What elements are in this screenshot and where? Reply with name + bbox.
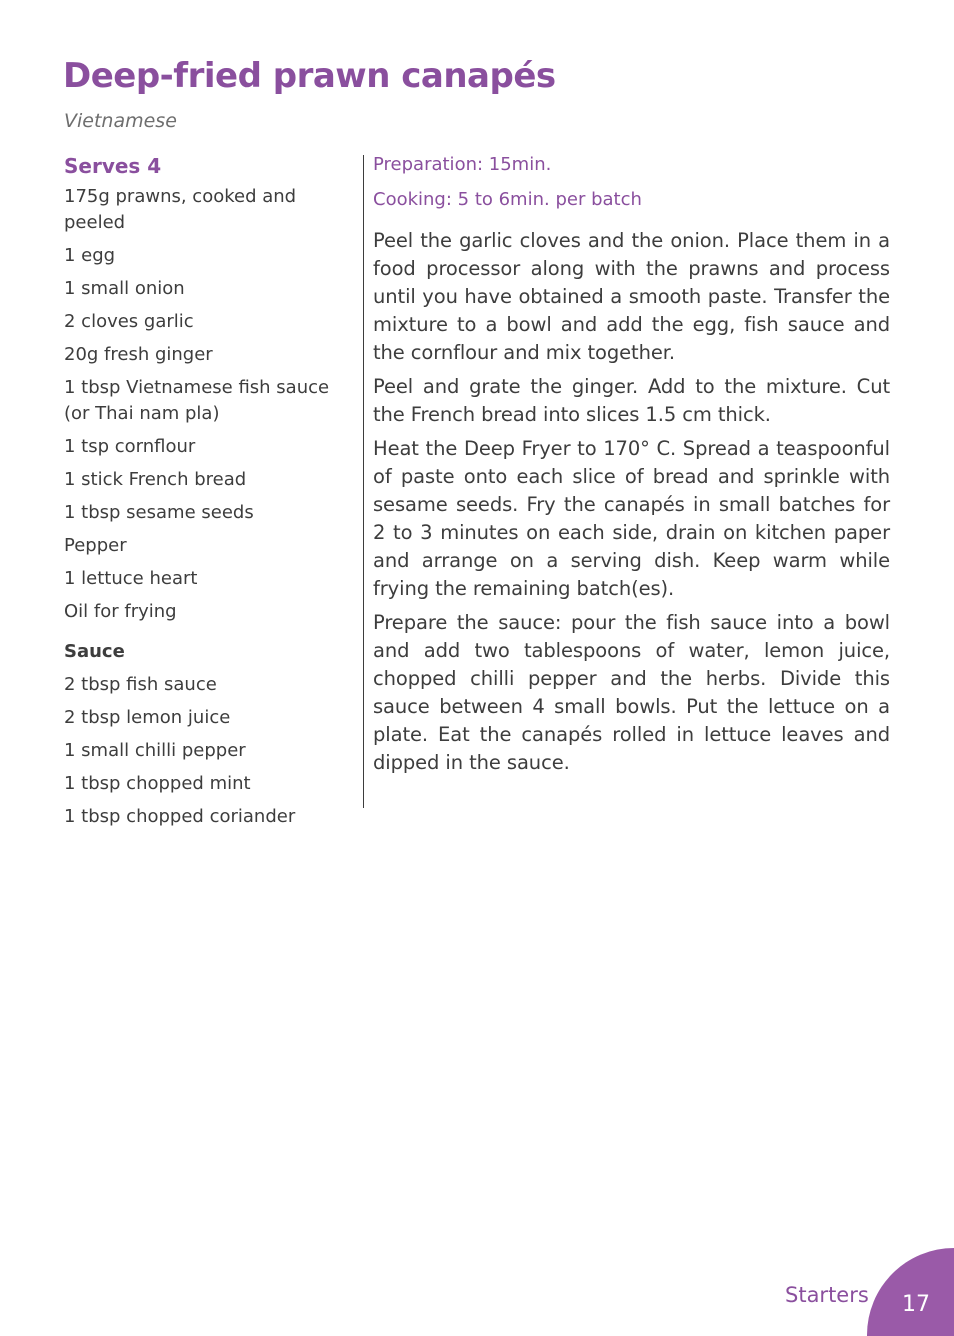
ingredient-item: 1 tbsp Vietnamese fish sauce (or Thai nam pla) — [64, 377, 330, 424]
ingredient-item: Oil for frying — [64, 601, 177, 622]
ingredient-item: 1 tsp cornflour — [64, 436, 196, 457]
page-title: Deep-fried prawn canapés — [63, 56, 556, 96]
serves-heading: Serves 4 — [64, 154, 162, 178]
method-paragraph: Peel the garlic cloves and the onion. Place them in a food processor along with the prawns and process until you have obtained a smooth paste. Transfer the mixture to a bowl and add the egg, fish sauce and the cornflour and mix together. — [373, 229, 890, 364]
ingredient-item: 1 egg — [64, 245, 116, 266]
ingredient-item: 1 small onion — [64, 278, 185, 299]
ingredient-item: Pepper — [64, 535, 127, 556]
ingredient-item: 2 cloves garlic — [64, 311, 194, 332]
ingredient-item: 175g prawns, cooked and peeled — [64, 186, 297, 233]
ingredient-item: 1 lettuce heart — [64, 568, 198, 589]
preparation-time: Preparation: 15min. — [373, 154, 552, 175]
ingredient-item: 1 tbsp sesame seeds — [64, 502, 254, 523]
section-label: Starters — [785, 1283, 869, 1307]
column-divider — [363, 155, 364, 808]
page-number: 17 — [902, 1292, 930, 1317]
sauce-heading: Sauce — [64, 641, 125, 662]
ingredient-item: 20g fresh ginger — [64, 344, 213, 365]
sauce-ingredient-item: 1 tbsp chopped mint — [64, 773, 251, 794]
ingredients-column — [64, 150, 360, 837]
sauce-ingredient-item: 1 tbsp chopped coriander — [64, 806, 296, 827]
method-column — [373, 150, 890, 783]
method-paragraph: Prepare the sauce: pour the fish sauce into a bowl and add two tablespoons of water, lemon juice, chopped chilli pepper and the herbs. Divide this sauce between 4 small bowls. Put the lettuce on a plate. Eat the canapés rolled in lettuce leaves and dipped in the sauce. — [373, 611, 890, 774]
ingredient-item: 1 stick French bread — [64, 469, 247, 490]
sauce-ingredient-item: 2 tbsp lemon juice — [64, 707, 231, 728]
method-paragraph: Peel and grate the ginger. Add to the mixture. Cut the French bread into slices 1.5 cm thick. — [373, 375, 890, 426]
method-paragraph: Heat the Deep Fryer to 170° C. Spread a teaspoonful of paste onto each slice of bread and sprinkle with sesame seeds. Fry the canapés in small batches for 2 to 3 minutes on each side, drain on kitchen paper and arrange on a serving dish. Keep warm while frying the remaining batch(es). — [373, 437, 890, 600]
recipe-cuisine: Vietnamese — [64, 110, 177, 132]
sauce-ingredient-item: 1 small chilli pepper — [64, 740, 246, 761]
sauce-ingredient-item: 2 tbsp fish sauce — [64, 674, 217, 695]
cooking-time: Cooking: 5 to 6min. per batch — [373, 189, 642, 210]
